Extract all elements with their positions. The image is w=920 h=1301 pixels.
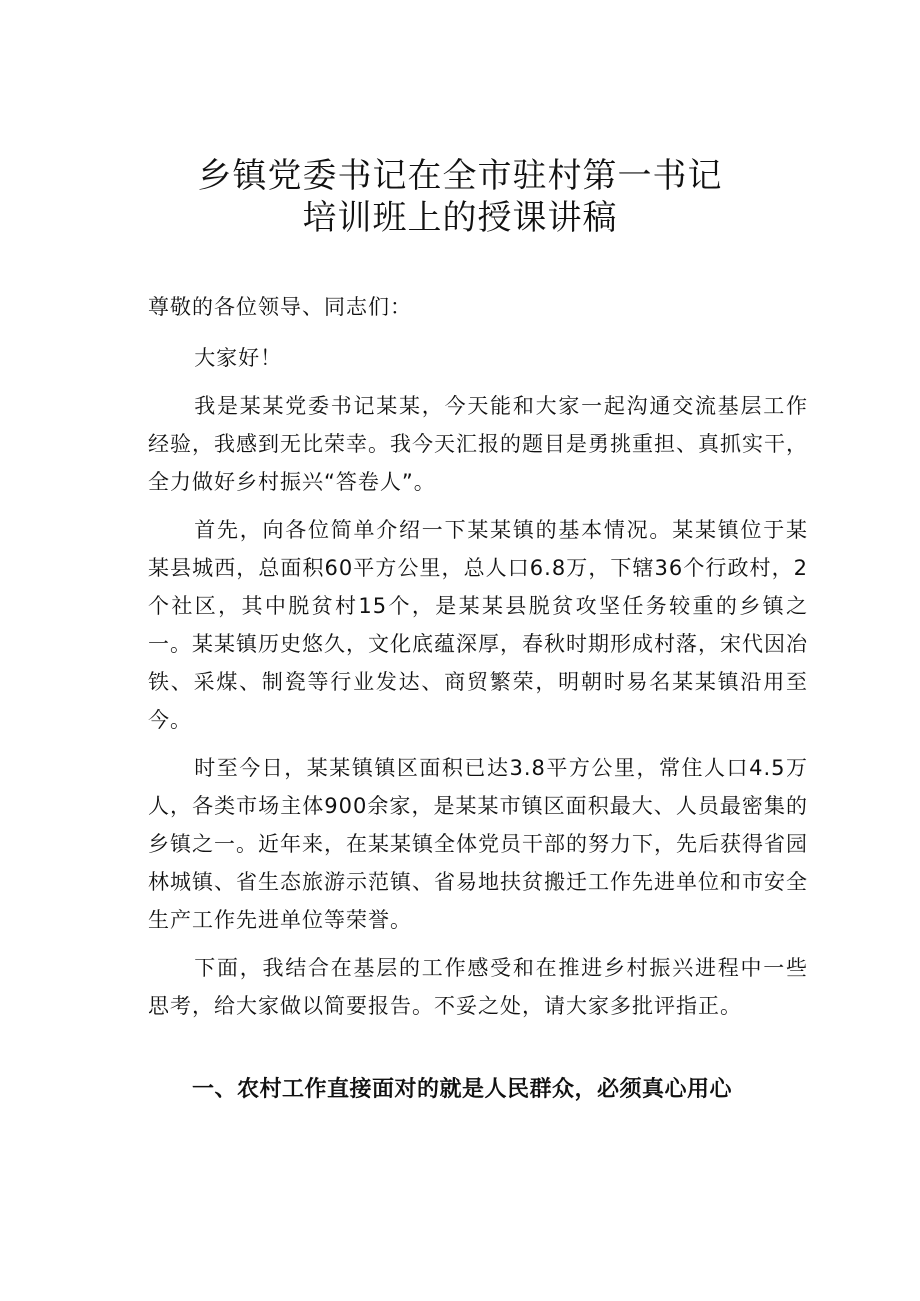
town-overview-paragraph: 首先，向各位简单介绍一下某某镇的基本情况。某某镇位于某某县城西，总面积60平方公里，总人口6.8万，下辖36个行政村，2个社区，其中脱贫村15个，是某某县脱贫攻坚任务较重的乡镇之一。某某镇历史悠久，文化底蕴深厚，春秋时期形成村落，宋代因冶铁、采煤、制瓷等行业发达、商贸繁荣，明朝时易名某某镇沿用至今。 (148, 518, 808, 732)
document-body (148, 288, 808, 1025)
report-intro-paragraph: 下面，我结合在基层的工作感受和在推进乡村振兴进程中一些思考，给大家做以简要报告。不妥之处，请大家多批评指正。 (148, 956, 808, 1018)
section-heading-1: 一、农村工作直接面对的就是人民群众，必须真心用心 (192, 1077, 733, 1102)
greeting-paragraph: 大家好！ (194, 346, 283, 370)
document-title-line-2: 培训班上的授课讲稿 (302, 198, 618, 238)
salutation: 尊敬的各位领导、同志们： (148, 295, 412, 319)
town-current-paragraph: 时至今日，某某镇镇区面积已达3.8平方公里，常住人口4.5万人，各类市场主体900余家，是某某市镇区面积最大、人员最密集的乡镇之一。近年来，在某某镇全体党员干部的努力下，先后获得省园林城镇、省生态旅游示范镇、省易地扶贫搬迁工作先进单位和市安全生产工作先进单位等荣誉。 (148, 756, 808, 932)
document-title-line-1: 乡镇党委书记在全市驻村第一书记 (197, 156, 723, 196)
intro-paragraph: 我是某某党委书记某某，今天能和大家一起沟通交流基层工作经验，我感到无比荣幸。我今天汇报的题目是勇挑重担、真抓实干，全力做好乡村振兴“答卷人”。 (148, 394, 808, 494)
